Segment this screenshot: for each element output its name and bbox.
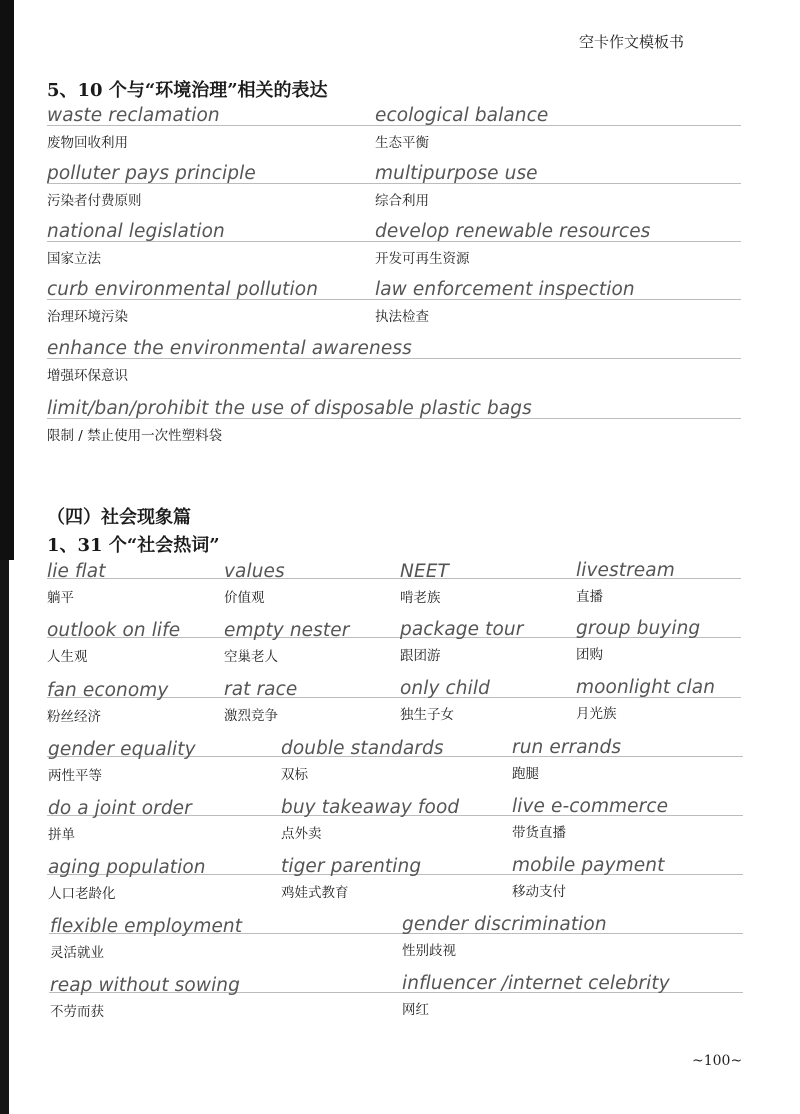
term-en: do a joint order — [48, 798, 192, 819]
term-en: values — [224, 561, 285, 582]
term-en: curb environmental pollution — [47, 279, 319, 300]
term-en: gender discrimination — [402, 914, 607, 935]
term-en: enhance the environmental awareness — [47, 338, 412, 359]
scan-binding-edge — [0, 0, 14, 560]
term-zh: 带货直播 — [512, 825, 566, 841]
term-en: mobile payment — [512, 855, 665, 876]
term-zh: 执法检查 — [375, 309, 429, 325]
term-en: package tour — [400, 619, 524, 640]
term-en: empty nester — [224, 620, 350, 641]
chapter-heading: （四）社会现象篇 — [47, 507, 191, 528]
term-en: influencer /internet celebrity — [402, 973, 670, 994]
term-zh: 人生观 — [47, 649, 88, 665]
term-zh: 移动支付 — [512, 884, 566, 900]
term-zh: 拼单 — [48, 827, 75, 843]
term-zh: 点外卖 — [281, 826, 322, 842]
term-en: buy takeaway food — [281, 797, 460, 818]
term-zh: 跟团游 — [400, 648, 441, 664]
term-zh: 增强环保意识 — [47, 368, 128, 384]
term-en: national legislation — [47, 221, 225, 242]
term-zh: 独生子女 — [400, 707, 454, 723]
term-en: gender equality — [48, 739, 196, 760]
term-en: reap without sowing — [50, 975, 240, 996]
term-zh: 灵活就业 — [50, 945, 104, 961]
term-zh: 激烈竞争 — [224, 708, 278, 724]
term-en: waste reclamation — [47, 105, 220, 126]
term-en: polluter pays principle — [47, 163, 256, 184]
term-en: moonlight clan — [576, 677, 716, 698]
book-title: 空卡作文模板书 — [578, 33, 684, 51]
term-en: flexible employment — [50, 916, 243, 937]
term-zh: 网红 — [402, 1002, 429, 1018]
term-zh: 价值观 — [224, 590, 265, 606]
term-zh: 污染者付费原则 — [47, 193, 142, 209]
term-zh: 治理环境污染 — [47, 309, 128, 325]
term-en: rat race — [224, 679, 298, 700]
term-zh: 废物回收利用 — [47, 135, 128, 151]
term-en: law enforcement inspection — [375, 279, 635, 300]
term-en: ecological balance — [375, 105, 549, 126]
term-en: outlook on life — [47, 620, 181, 641]
term-zh: 鸡娃式教育 — [281, 885, 349, 901]
term-zh: 躺平 — [47, 590, 74, 606]
term-en: live e-commerce — [512, 796, 669, 817]
term-zh: 空巢老人 — [224, 649, 278, 665]
term-en: only child — [400, 678, 490, 699]
term-zh: 团购 — [576, 647, 603, 663]
section-5-heading: 5、10 个与“环境治理”相关的表达 — [47, 80, 328, 101]
term-en: aging population — [48, 857, 206, 878]
term-zh: 跑腿 — [512, 766, 539, 782]
term-en: lie flat — [47, 561, 106, 582]
section-1-heading: 1、31 个“社会热词” — [47, 535, 220, 556]
term-en: develop renewable resources — [375, 221, 651, 242]
term-zh: 双标 — [281, 767, 308, 783]
term-zh: 月光族 — [576, 706, 617, 722]
term-zh: 生态平衡 — [375, 135, 429, 151]
term-zh: 限制 / 禁止使用一次性塑料袋 — [47, 428, 223, 444]
term-zh: 粉丝经济 — [47, 709, 101, 725]
term-zh: 人口老龄化 — [48, 886, 116, 902]
term-en: tiger parenting — [281, 856, 422, 877]
term-en: group buying — [576, 618, 701, 639]
term-en: livestream — [576, 560, 675, 581]
term-zh: 国家立法 — [47, 251, 101, 267]
term-en: double standards — [281, 738, 444, 759]
term-zh: 性别歧视 — [402, 943, 456, 959]
term-en: limit/ban/prohibit the use of disposable plastic bags — [47, 398, 532, 419]
term-zh: 两性平等 — [48, 768, 102, 784]
term-en: NEET — [400, 561, 449, 582]
term-en: fan economy — [47, 680, 169, 701]
page-number: ~100~ — [692, 1053, 743, 1069]
term-zh: 综合利用 — [375, 193, 429, 209]
term-en: multipurpose use — [375, 163, 538, 184]
scan-binding-edge-lower — [0, 560, 9, 1114]
term-zh: 啃老族 — [400, 590, 441, 606]
term-zh: 直播 — [576, 589, 603, 605]
term-zh: 不劳而获 — [50, 1004, 104, 1020]
term-en: run errands — [512, 737, 622, 758]
term-zh: 开发可再生资源 — [375, 251, 470, 267]
